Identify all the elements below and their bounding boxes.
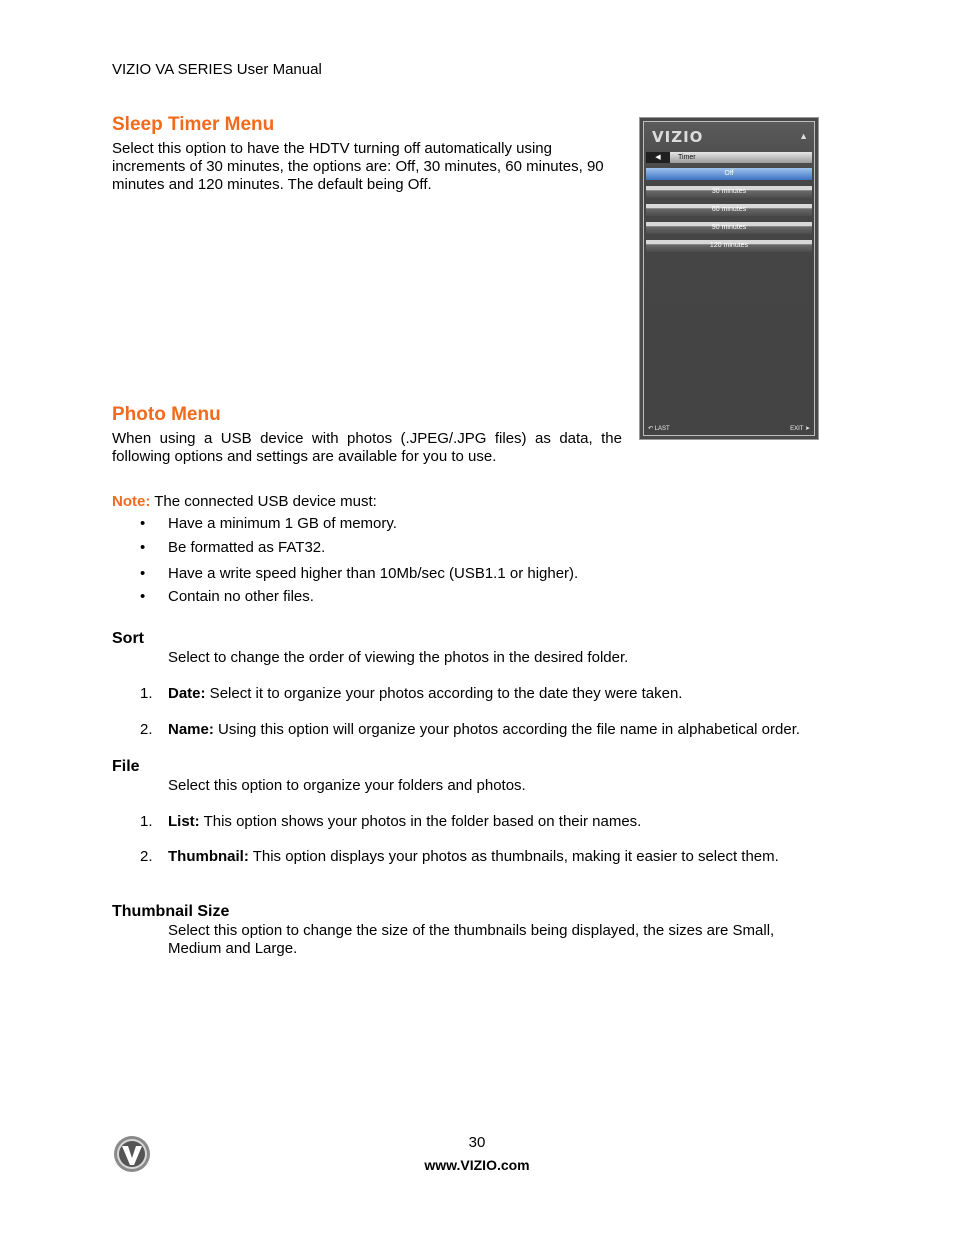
vizio-tv-logo: VIZIO — [652, 128, 704, 146]
tv-option-90: 90 minutes — [646, 222, 812, 234]
tv-last-label: ↶ LAST — [648, 426, 670, 432]
sort-heading: Sort — [112, 630, 144, 647]
list-item-text: Be formatted as FAT32. — [168, 539, 326, 556]
sort-item-number: 2. — [140, 721, 153, 738]
photo-menu-description: When using a USB device with photos (.JPEG/.JPG files) as data, the following options and settings are available for you to use. — [112, 430, 622, 465]
thumbnail-size-heading: Thumbnail Size — [112, 903, 230, 920]
item-text: This option displays your photos as thumbnails, making it easier to select them. — [248, 848, 779, 865]
usb-note — [112, 493, 377, 511]
file-item-number: 1. — [140, 813, 153, 830]
list-item-text: Have a minimum 1 GB of memory. — [168, 515, 397, 532]
item-label: List: — [168, 813, 200, 830]
tv-option-off: Off — [646, 168, 812, 180]
home-icon: ▲ — [799, 131, 808, 141]
tv-option-120: 120 minutes — [646, 240, 812, 252]
note-label: Note: — [112, 493, 151, 510]
page-number: 30 — [468, 1134, 486, 1151]
item-text: This option shows your photos in the folder based on their names. — [199, 813, 642, 830]
tv-option-30: 30 minutes — [646, 186, 812, 198]
file-description: Select this option to organize your folders and photos. — [168, 777, 526, 794]
tv-exit-label: EXIT ➤ — [790, 426, 810, 432]
list-item-text: Have a write speed higher than 10Mb/sec (USB1.1 or higher). — [168, 565, 579, 582]
back-arrow-icon: ◀ — [646, 152, 670, 163]
file-heading: File — [112, 758, 140, 775]
sleep-timer-heading: Sleep Timer Menu — [112, 114, 275, 135]
last-text: LAST — [654, 426, 670, 432]
thumbnail-size-description: Select this option to change the size of the thumbnails being displayed, the sizes are Small, Medium and Large. — [168, 922, 775, 957]
sleep-timer-description: Select this option to have the HDTV turning off automatically using increments of 30 minutes, the options are: Off, 30 minutes, 60 minutes, 90 minutes and 120 minutes. The default being Off. — [112, 140, 604, 193]
item-label: Name: — [168, 721, 214, 738]
sort-item-name — [168, 721, 800, 739]
sort-description: Select to change the order of viewing the photos in the desired folder. — [168, 649, 629, 666]
tv-menu-title-bar — [646, 152, 812, 163]
tv-option-60: 60 minutes — [646, 204, 812, 216]
tv-menu-title: Timer — [678, 154, 696, 161]
file-item-number: 2. — [140, 848, 153, 865]
footer-url: www.VIZIO.com — [424, 1157, 530, 1173]
file-item-thumbnail — [168, 848, 779, 866]
item-text: Select it to organize your photos according to the date they were taken. — [205, 685, 683, 702]
tv-screenshot — [639, 117, 819, 440]
item-label: Date: — [168, 685, 206, 702]
note-text: The connected USB device must: — [150, 493, 377, 510]
file-item-list — [168, 813, 641, 831]
item-text: Using this option will organize your photos according the file name in alphabetical order. — [213, 721, 801, 738]
list-item-text: Contain no other files. — [168, 588, 314, 605]
item-label: Thumbnail: — [168, 848, 249, 865]
photo-menu-heading: Photo Menu — [112, 404, 221, 425]
exit-text: EXIT — [790, 426, 804, 432]
tv-screen — [643, 121, 815, 436]
sort-item-number: 1. — [140, 685, 153, 702]
sort-item-date — [168, 685, 682, 703]
document-header: VIZIO VA SERIES User Manual — [112, 61, 322, 78]
